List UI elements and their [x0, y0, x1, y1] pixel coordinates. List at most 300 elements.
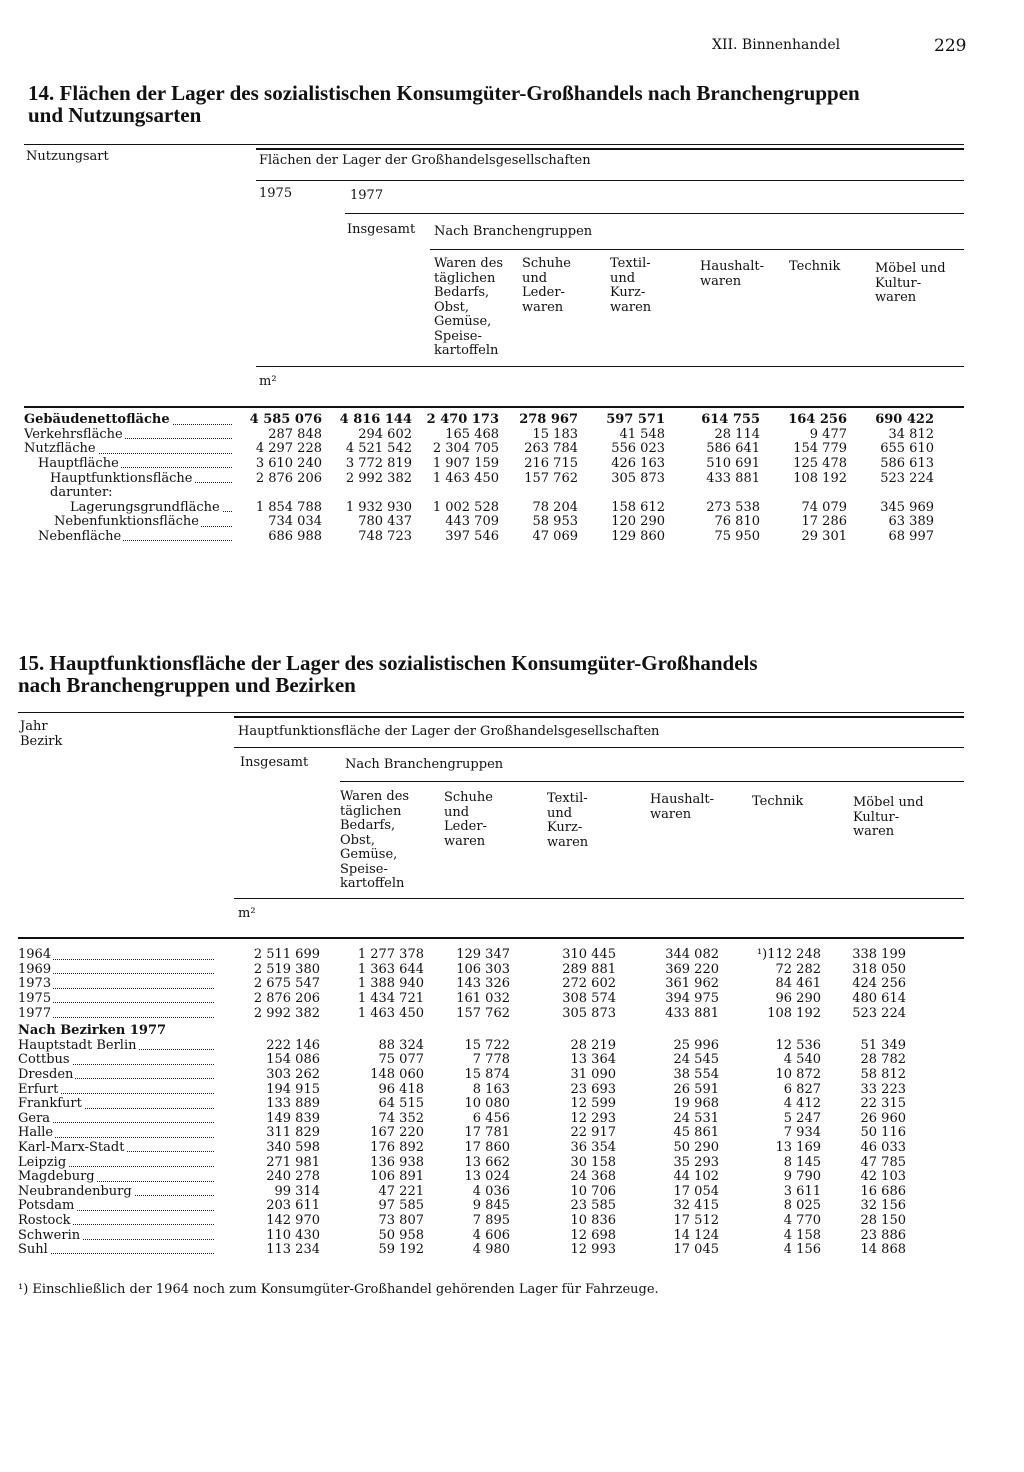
table14-year-1977: 1977 — [350, 188, 384, 203]
table-cell: 272 602 — [562, 976, 616, 992]
row-label: Halle — [18, 1126, 54, 1141]
table-cell: ¹)112 248 — [756, 947, 821, 963]
table-row — [24, 442, 934, 457]
table-cell: 686 988 — [268, 529, 322, 545]
table-cell: 4 412 — [783, 1096, 821, 1112]
table-cell: 84 461 — [775, 976, 821, 992]
table-cell: 108 192 — [793, 470, 847, 486]
table-cell: 308 574 — [562, 991, 616, 1007]
table-cell — [499, 486, 578, 501]
table15-stub-header-bezirk: Bezirk — [20, 734, 63, 749]
table-cell: 51 349 — [860, 1037, 906, 1053]
table14-rule-branchen — [430, 249, 964, 250]
table-cell: 305 873 — [562, 1005, 616, 1021]
table15-body-rule — [18, 937, 964, 939]
table14-span-rule — [256, 148, 964, 150]
table-cell: 4 297 228 — [255, 441, 322, 457]
table-cell: 523 224 — [880, 470, 934, 486]
table-cell: 13 169 — [775, 1140, 821, 1156]
table-row — [18, 1053, 906, 1068]
table-cell — [412, 486, 499, 501]
row-label-cell — [18, 1141, 220, 1156]
table-cell: 433 881 — [665, 1005, 719, 1021]
table14-span-header: Flächen der Lager der Großhandelsgesellschaften — [259, 153, 591, 168]
table-row — [18, 1039, 906, 1054]
table-cell: 16 686 — [860, 1183, 906, 1199]
table-cell: 120 290 — [611, 514, 665, 530]
table-cell: 8 163 — [472, 1081, 510, 1097]
table-cell: 2 470 173 — [426, 412, 499, 428]
table-row — [24, 530, 934, 545]
table15-top-rule — [18, 712, 964, 713]
table15-body — [18, 948, 906, 1257]
table-cell: 1 463 450 — [357, 1005, 424, 1021]
table-cell: 157 762 — [524, 470, 578, 486]
table-cell: 1 854 788 — [255, 499, 322, 515]
row-label: Potsdam — [18, 1199, 75, 1214]
table-cell: 50 958 — [378, 1227, 424, 1243]
table-cell: 96 290 — [775, 991, 821, 1007]
table-row — [18, 1185, 906, 1200]
table14-body — [24, 413, 934, 544]
table-cell: 340 598 — [266, 1140, 320, 1156]
row-label: Nutzfläche — [24, 442, 96, 457]
table-cell: 154 779 — [793, 441, 847, 457]
table-cell: 203 611 — [266, 1198, 320, 1214]
table-row — [18, 1112, 906, 1127]
table14-title-line1: 14. Flächen der Lager des sozialistischen Konsumgüter-Großhandels nach Branchengruppen — [28, 81, 860, 105]
table-cell: 424 256 — [852, 976, 906, 992]
table-cell: 10 872 — [775, 1067, 821, 1083]
row-label: Erfurt — [18, 1082, 59, 1097]
table-cell: 99 314 — [274, 1183, 320, 1199]
table-cell: 4 585 076 — [249, 412, 322, 428]
table-cell: 3 611 — [783, 1183, 821, 1199]
table-cell: 311 829 — [266, 1125, 320, 1141]
row-label-cell — [18, 977, 220, 992]
row-label: 1977 — [18, 1006, 52, 1021]
table-cell: 586 613 — [880, 456, 934, 472]
table-cell: 480 614 — [852, 991, 906, 1007]
table-cell: 29 301 — [801, 529, 847, 545]
row-label-cell — [24, 457, 238, 472]
table-cell: 13 662 — [464, 1154, 510, 1170]
table-cell: 97 585 — [378, 1198, 424, 1214]
table14-unit: m² — [259, 374, 277, 389]
table14-stub-header: Nutzungsart — [26, 149, 109, 164]
table-row — [18, 1243, 906, 1258]
table-cell: 597 571 — [606, 412, 665, 428]
row-label-cell — [24, 442, 238, 457]
row-label-cell — [18, 963, 220, 978]
table-cell: 17 045 — [673, 1242, 719, 1258]
table-cell: 17 512 — [673, 1212, 719, 1228]
table14-insgesamt: Insgesamt — [347, 222, 416, 237]
table-cell: 4 606 — [472, 1227, 510, 1243]
table-cell: 46 033 — [860, 1140, 906, 1156]
table-cell: 23 585 — [570, 1198, 616, 1214]
table-cell: 734 034 — [268, 514, 322, 530]
row-label: Magdeburg — [18, 1169, 95, 1185]
table15-col-haushalt: Haushalt-waren — [650, 792, 715, 822]
table-cell: 50 290 — [673, 1140, 719, 1156]
table-cell: 345 969 — [880, 499, 934, 515]
table14-col-schuhe: Schuhe und Leder-waren — [522, 256, 571, 315]
table-cell — [578, 486, 665, 501]
table-cell: 32 156 — [860, 1198, 906, 1214]
table-cell: 310 445 — [562, 947, 616, 963]
table-cell: 74 352 — [378, 1110, 424, 1126]
table14-nach-branchengruppen: Nach Branchengruppen — [434, 224, 593, 239]
table-cell: 133 889 — [266, 1096, 320, 1112]
table-cell: 45 861 — [673, 1125, 719, 1141]
table-cell: 59 192 — [378, 1242, 424, 1258]
table-cell: 344 082 — [665, 947, 719, 963]
table-cell: 165 468 — [445, 426, 499, 442]
table-cell: 1 277 378 — [357, 947, 424, 963]
table-cell: 4 816 144 — [339, 412, 412, 428]
table-cell — [760, 486, 847, 501]
row-label: Suhl — [18, 1242, 48, 1258]
row-label-cell — [18, 1170, 220, 1185]
table-cell: 12 698 — [570, 1227, 616, 1243]
table14-body-rule — [24, 406, 964, 408]
table-cell: 194 915 — [266, 1081, 320, 1097]
row-label-cell — [24, 486, 238, 501]
table-cell: 44 102 — [673, 1169, 719, 1185]
row-label-cell — [24, 471, 238, 486]
table-cell: 13 364 — [570, 1052, 616, 1068]
table14-col-technik: Technik — [789, 259, 841, 274]
table-cell: 38 554 — [673, 1067, 719, 1083]
row-label: 1969 — [18, 962, 52, 977]
table-cell: 24 368 — [570, 1169, 616, 1185]
row-label-cell — [18, 1214, 220, 1229]
row-label-cell — [24, 515, 238, 530]
table-cell: 22 917 — [570, 1125, 616, 1141]
table-cell: 47 221 — [378, 1183, 424, 1199]
table15-span-rule — [234, 716, 964, 718]
row-label-cell — [18, 1155, 220, 1170]
table-cell: 28 782 — [860, 1052, 906, 1068]
table15-span-header: Hauptfunktionsfläche der Lager der Großhandelsgesellschaften — [238, 724, 660, 739]
table-cell: 3 610 240 — [255, 456, 322, 472]
table-row — [18, 1082, 906, 1097]
row-label-cell — [24, 501, 238, 516]
table-cell: 1 388 940 — [357, 976, 424, 992]
table-cell: 17 781 — [464, 1125, 510, 1141]
table-cell: 9 477 — [809, 426, 847, 442]
table-cell: 10 706 — [570, 1183, 616, 1199]
row-label: Gebäudenettofläche — [24, 413, 170, 428]
table-cell: 1 907 159 — [432, 456, 499, 472]
table-cell: 164 256 — [788, 412, 847, 428]
table-cell: 33 223 — [860, 1081, 906, 1097]
table-row — [18, 1141, 906, 1156]
table-cell: 369 220 — [665, 961, 719, 977]
table-cell: 23 693 — [570, 1081, 616, 1097]
table-cell: 318 050 — [852, 961, 906, 977]
table14-top-rule — [24, 144, 964, 145]
table-row — [18, 992, 906, 1007]
table-cell: 24 531 — [673, 1110, 719, 1126]
table-cell: 2 992 382 — [345, 470, 412, 486]
table-cell: 167 220 — [370, 1125, 424, 1141]
row-label: Verkehrsfläche — [24, 427, 123, 442]
table-cell: 4 036 — [472, 1183, 510, 1199]
table-cell: 14 868 — [860, 1242, 906, 1258]
table-cell: 338 199 — [852, 947, 906, 963]
table15-nach-branchengruppen: Nach Branchengruppen — [345, 757, 504, 772]
table-row — [24, 515, 934, 530]
table-cell: 113 234 — [266, 1242, 320, 1258]
table-row — [18, 1097, 906, 1112]
table-cell: 26 591 — [673, 1081, 719, 1097]
table-cell: 32 415 — [673, 1198, 719, 1214]
table-cell: 50 116 — [860, 1125, 906, 1141]
table-row — [24, 486, 934, 501]
table-cell: 75 950 — [714, 529, 760, 545]
table-cell: 690 422 — [875, 412, 934, 428]
table15-col-schuhe: Schuhe und Leder-waren — [444, 790, 493, 849]
table-cell: 10 836 — [570, 1212, 616, 1228]
table-cell: 4 770 — [783, 1212, 821, 1228]
row-label-cell — [18, 1126, 220, 1141]
table15-title-line1: 15. Hauptfunktionsfläche der Lager des sozialistischen Konsumgüter-Großhandels — [18, 651, 758, 675]
row-label: Karl-Marx-Stadt — [18, 1140, 125, 1156]
table-cell: 28 114 — [714, 426, 760, 442]
table-cell: 22 315 — [860, 1096, 906, 1112]
row-label-cell — [18, 1185, 220, 1200]
table14-col-waren: Waren des täglichen Bedarfs, Obst, Gemüse, Speise-kartoffeln — [434, 256, 504, 358]
table-cell: 426 163 — [611, 456, 665, 472]
table-row — [18, 1228, 906, 1243]
row-label-cell — [24, 428, 238, 443]
row-label-cell — [18, 992, 220, 1007]
table15-col-waren: Waren des täglichen Bedarfs, Obst, Gemüse, Speise-kartoffeln — [340, 789, 410, 891]
table-cell: 287 848 — [268, 426, 322, 442]
table-cell: 15 874 — [464, 1067, 510, 1083]
table-cell: 88 324 — [378, 1037, 424, 1053]
table-cell: 110 430 — [266, 1227, 320, 1243]
table-cell: 26 960 — [860, 1110, 906, 1126]
table-cell: 8 025 — [783, 1198, 821, 1214]
table-cell: 47 069 — [532, 529, 578, 545]
table-cell: 5 247 — [783, 1110, 821, 1126]
row-label: Hauptstadt Berlin — [18, 1038, 137, 1053]
table-cell: 58 953 — [532, 514, 578, 530]
row-label-cell — [18, 1006, 220, 1021]
table-cell: 41 548 — [619, 426, 665, 442]
table-cell: 4 156 — [783, 1242, 821, 1258]
table15-rule-branchen — [340, 781, 964, 782]
table-cell: 106 891 — [370, 1169, 424, 1185]
table-row — [24, 471, 934, 486]
table-cell: 47 785 — [860, 1154, 906, 1170]
table-cell: 6 456 — [472, 1110, 510, 1126]
table-cell: 394 975 — [665, 991, 719, 1007]
table-cell: 443 709 — [445, 514, 499, 530]
table-cell: 263 784 — [524, 441, 578, 457]
row-label-cell — [18, 1068, 220, 1083]
table-cell: 303 262 — [266, 1067, 320, 1083]
table-cell: 63 389 — [888, 514, 934, 530]
table14-rule-unit — [256, 366, 964, 367]
row-label: Dresden — [18, 1067, 74, 1083]
table-cell: 7 778 — [472, 1052, 510, 1068]
row-label: Nebenfunktionsfläche — [54, 515, 199, 530]
table-cell: 222 146 — [266, 1037, 320, 1053]
table-cell: 1 363 644 — [357, 961, 424, 977]
table-cell: 64 515 — [378, 1096, 424, 1112]
table-cell: 129 860 — [611, 529, 665, 545]
table14-year-1975: 1975 — [259, 186, 293, 201]
table-cell: 273 538 — [706, 499, 760, 515]
table-cell: 510 691 — [706, 456, 760, 472]
table-cell: 12 599 — [570, 1096, 616, 1112]
table-cell: 586 641 — [706, 441, 760, 457]
table-row — [18, 963, 906, 978]
row-label-cell — [18, 1039, 220, 1054]
table-cell: 1 932 930 — [345, 499, 412, 515]
table-cell: 9 790 — [783, 1169, 821, 1185]
table-cell: 36 354 — [570, 1140, 616, 1156]
table-cell: 10 080 — [464, 1096, 510, 1112]
row-label-cell — [18, 1097, 220, 1112]
table15-rule-unit — [234, 898, 964, 899]
table15-col-textil: Textil-und Kurz-waren — [547, 791, 589, 850]
table-row — [18, 1170, 906, 1185]
table-row — [24, 413, 934, 428]
table-cell: 148 060 — [370, 1067, 424, 1083]
table-cell: 14 124 — [673, 1227, 719, 1243]
page-number: 229 — [934, 36, 967, 56]
table-cell: 161 032 — [456, 991, 510, 1007]
row-label-cell — [18, 1199, 220, 1214]
row-label-cell — [18, 1053, 220, 1068]
table-cell: 2 876 206 — [255, 470, 322, 486]
table-cell: 176 892 — [370, 1140, 424, 1156]
table-row — [18, 1126, 906, 1141]
row-label: Frankfurt — [18, 1096, 82, 1112]
table-cell: 240 278 — [266, 1169, 320, 1185]
table15-col-moebel: Möbel und Kultur-waren — [853, 795, 924, 839]
row-label-cell — [24, 530, 238, 545]
table14-rule-years — [256, 180, 964, 181]
table-cell: 72 282 — [775, 961, 821, 977]
table-cell: 216 715 — [524, 456, 578, 472]
row-label: Nebenfläche — [38, 529, 122, 545]
table-cell: 34 812 — [888, 426, 934, 442]
table-cell: 655 610 — [880, 441, 934, 457]
table-cell: 4 158 — [783, 1227, 821, 1243]
bezirke-header: Nach Bezirken 1977 — [18, 1023, 167, 1039]
table-cell: 4 540 — [783, 1052, 821, 1068]
table-cell: 556 023 — [611, 441, 665, 457]
table-cell: 23 886 — [860, 1227, 906, 1243]
table-cell: 12 993 — [570, 1242, 616, 1258]
table-cell: 2 519 380 — [253, 961, 320, 977]
table-cell: 158 612 — [611, 499, 665, 515]
table15-footnote: ¹) Einschließlich der 1964 noch zum Konsumgüter-Großhandel gehörenden Lager für Fahrzeuge. — [18, 1282, 659, 1297]
row-label-cell — [18, 948, 220, 963]
table-cell: 68 997 — [888, 529, 934, 545]
table-cell: 7 895 — [472, 1212, 510, 1228]
table-cell — [665, 486, 760, 501]
table-cell: 74 079 — [801, 499, 847, 515]
running-header: XII. Binnenhandel — [712, 37, 841, 53]
row-label: Hauptfläche — [38, 456, 119, 472]
table14-col-moebel: Möbel und Kultur-waren — [875, 261, 946, 305]
table14-rule-1977 — [345, 213, 964, 214]
table14-title-line2: und Nutzungsarten — [28, 103, 202, 127]
table15-unit: m² — [238, 906, 256, 921]
table-cell: 523 224 — [852, 1005, 906, 1021]
row-label: Lagerungsgrundfläche — [70, 500, 220, 515]
table-cell: 7 934 — [783, 1125, 821, 1141]
table-row — [24, 501, 934, 516]
table-cell: 157 762 — [456, 1005, 510, 1021]
table-cell: 30 158 — [570, 1154, 616, 1170]
table-cell: 271 981 — [266, 1154, 320, 1170]
table-row — [18, 1199, 906, 1214]
table-cell: 12 536 — [775, 1037, 821, 1053]
row-label: darunter: — [50, 485, 113, 501]
table-cell: 31 090 — [570, 1067, 616, 1083]
table-cell: 154 086 — [266, 1052, 320, 1068]
table-row — [18, 1214, 906, 1229]
table-cell: 13 024 — [464, 1169, 510, 1185]
table-cell: 42 103 — [860, 1169, 906, 1185]
table-cell: 2 992 382 — [253, 1005, 320, 1021]
table-cell: 143 326 — [456, 976, 510, 992]
table-cell: 12 293 — [570, 1110, 616, 1126]
table-cell: 2 876 206 — [253, 991, 320, 1007]
table-cell: 136 938 — [370, 1154, 424, 1170]
table-cell: 6 827 — [783, 1081, 821, 1097]
row-label: 1975 — [18, 991, 52, 1007]
table-cell: 108 192 — [767, 1005, 821, 1021]
table15-title-line2: nach Branchengruppen und Bezirken — [18, 673, 356, 697]
table-row — [18, 977, 906, 992]
table-row — [18, 1006, 906, 1021]
table-row — [18, 1155, 906, 1170]
table-cell: 15 722 — [464, 1037, 510, 1053]
table-cell: 2 511 699 — [253, 947, 320, 963]
table15-rule-a — [234, 747, 964, 748]
table-row — [18, 1068, 906, 1083]
table-cell: 28 219 — [570, 1037, 616, 1053]
table-cell: 106 303 — [456, 961, 510, 977]
table14-title — [28, 82, 988, 126]
table-cell: 278 967 — [519, 412, 578, 428]
table-row — [24, 428, 934, 443]
row-label: Schwerin — [18, 1228, 81, 1243]
table-cell: 15 183 — [532, 426, 578, 442]
table-cell: 78 204 — [532, 499, 578, 515]
table-cell: 2 675 547 — [253, 976, 320, 992]
table-cell — [847, 486, 934, 501]
table-cell: 17 054 — [673, 1183, 719, 1199]
table-cell: 294 602 — [358, 426, 412, 442]
table-cell: 35 293 — [673, 1154, 719, 1170]
row-label-cell — [24, 413, 238, 428]
row-label: Gera — [18, 1111, 51, 1126]
table-cell: 75 077 — [378, 1052, 424, 1068]
section-header-row — [18, 1021, 906, 1039]
table-cell: 780 437 — [358, 514, 412, 530]
table-cell: 4 980 — [472, 1242, 510, 1258]
